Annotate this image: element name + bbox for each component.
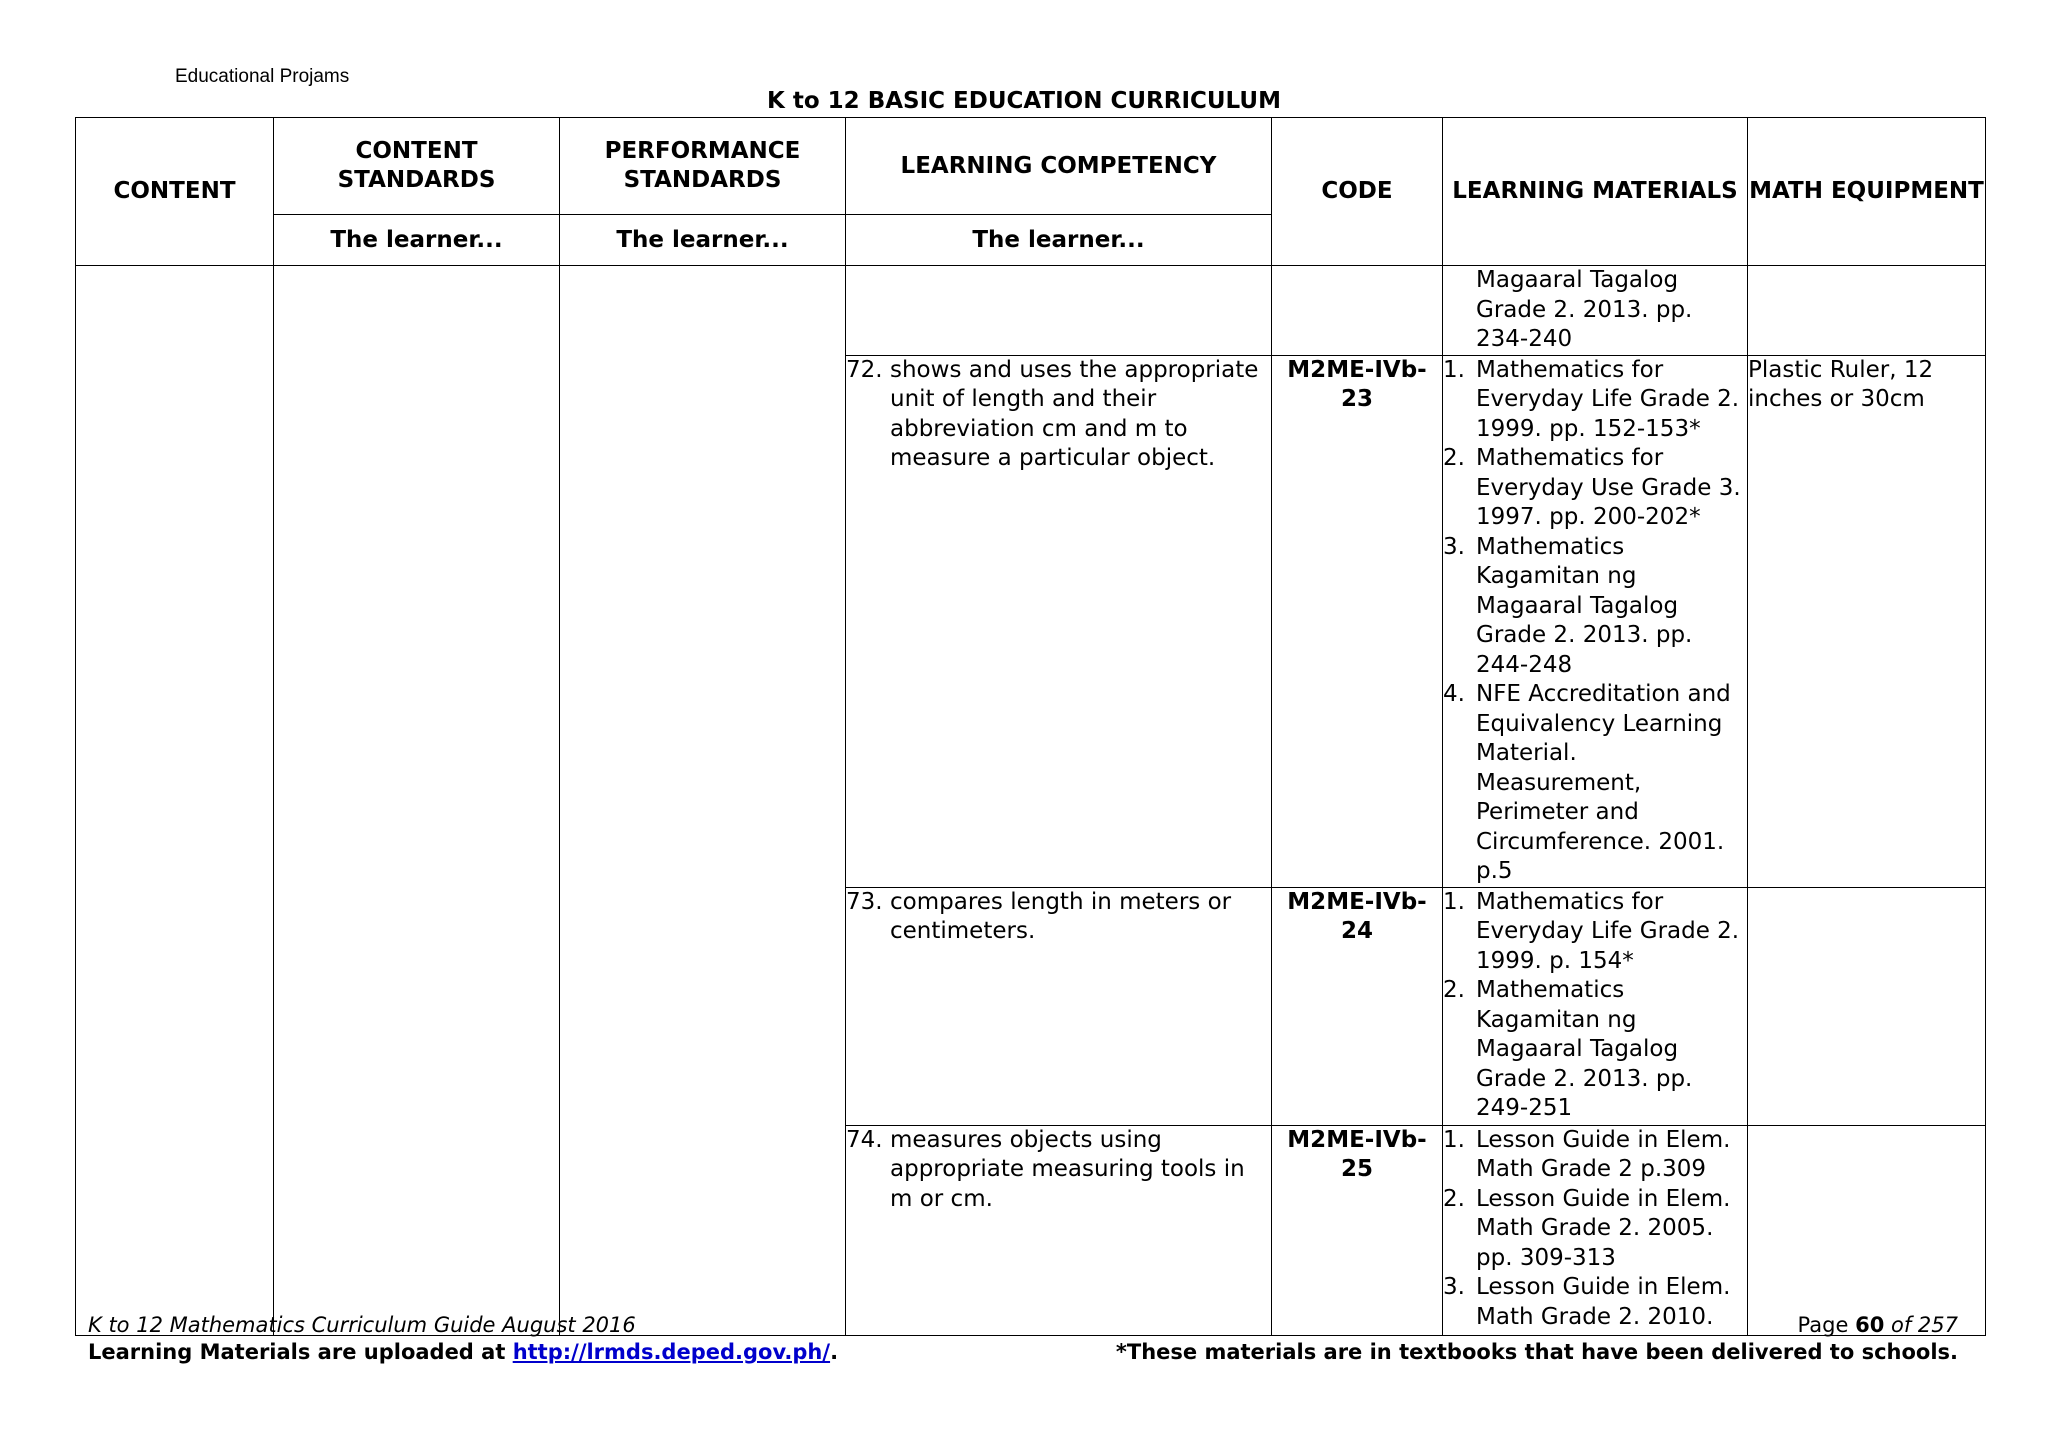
code-cell: M2ME-IVb-23 [1272, 355, 1443, 887]
materials-list [1443, 888, 1747, 1124]
watermark-text: Educational Projams [175, 66, 350, 87]
materials-item [1443, 533, 1747, 681]
materials-item-text: Lesson Guide in Elem. Math Grade 2. 2005. pp. 309-313 [1476, 1185, 1731, 1271]
materials-continuation-line: Magaaral Tagalog [1476, 267, 1679, 293]
page-total: of 257 [1891, 1313, 1958, 1337]
materials-item [1443, 356, 1747, 445]
materials-item [1443, 1185, 1747, 1274]
learner-label: The learner... [560, 215, 846, 266]
code-cell [1272, 266, 1443, 356]
materials-item-number: 1. [1443, 1126, 1465, 1153]
competency-cell [846, 266, 1272, 356]
header-content: CONTENT [76, 118, 274, 266]
materials-continuation-line: 234-240 [1476, 326, 1573, 352]
materials-item-text: Lesson Guide in Elem. Math Grade 2 p.309 [1476, 1126, 1731, 1182]
materials-item-number: 3. [1443, 1274, 1465, 1300]
footer-guide-title: K to 12 Mathematics Curriculum Guide August 2016 [88, 1313, 636, 1337]
competency-text: compares length in meters or centimeters. [890, 888, 1232, 944]
page-label: Page [1797, 1313, 1849, 1337]
competency-cell [846, 887, 1272, 1125]
materials-item [1443, 1126, 1747, 1185]
materials-item [1443, 444, 1747, 533]
competency-number: 73. [846, 888, 883, 915]
footer-line-1 [88, 1313, 1958, 1337]
lrmds-link[interactable]: http://lrmds.deped.gov.ph/ [512, 1340, 831, 1364]
competency-cell [846, 1125, 1272, 1335]
header-math-equipment: MATH EQUIPMENT [1748, 118, 1986, 266]
page-number: 60 [1855, 1313, 1885, 1337]
materials-cell [1443, 1125, 1748, 1335]
materials-item-text: Lesson Guide in Elem. Math Grade 2. 2010. [1476, 1274, 1731, 1330]
materials-list [1443, 356, 1747, 887]
code-cell: M2ME-IVb-24 [1272, 887, 1443, 1125]
materials-item [1443, 888, 1747, 977]
footer-line-2 [88, 1340, 1958, 1364]
equipment-cell [1748, 266, 1986, 356]
footer-textbook-note: *These materials are in textbooks that have been delivered to schools. [1115, 1340, 1958, 1364]
materials-item-text: Mathematics Kagamitan ng Magaaral Tagalog Grade 2. 2013. pp. 249-251 [1476, 977, 1693, 1121]
materials-item-number: 3. [1443, 533, 1465, 560]
materials-item [1443, 976, 1747, 1124]
header-performance-standards: PERFORMANCE STANDARDS [560, 118, 846, 215]
materials-item [1443, 680, 1747, 887]
materials-continuation-line: Grade 2. 2013. pp. [1476, 296, 1693, 323]
curriculum-table [75, 117, 1986, 1336]
materials-item-text: Mathematics for Everyday Life Grade 2. 1999. p. 154* [1476, 888, 1740, 974]
competency-number: 72. [846, 356, 883, 383]
competency-item [846, 356, 1271, 474]
materials-item-text: NFE Accreditation and Equivalency Learning Material. Measurement, Perimeter and Circumference. 2001. p.5 [1476, 681, 1731, 884]
competency-item [846, 888, 1271, 947]
code-cell: M2ME-IVb-25 [1272, 1125, 1443, 1335]
materials-item-number: 2. [1443, 977, 1465, 1003]
materials-item-text: Mathematics for Everyday Life Grade 2. 1999. pp. 152-153* [1476, 356, 1740, 442]
materials-item-text: Mathematics for Everyday Use Grade 3. 1997. pp. 200-202* [1476, 445, 1741, 530]
materials-item-number: 2. [1443, 1185, 1465, 1212]
performance-standards-cell [560, 266, 846, 1336]
competency-item [846, 1126, 1271, 1215]
competency-number: 74. [846, 1126, 883, 1153]
materials-cell [1443, 355, 1748, 887]
materials-item-number: 1. [1443, 888, 1465, 915]
header-learning-materials: LEARNING MATERIALS [1443, 118, 1748, 266]
competency-text: shows and uses the appropriate unit of length and their abbreviation cm and m to measure a particular object. [890, 356, 1259, 471]
footer-upload-note: Learning Materials are uploaded at [88, 1340, 506, 1364]
learner-label: The learner... [846, 215, 1272, 266]
equipment-cell [1748, 887, 1986, 1125]
materials-cell [1443, 266, 1748, 356]
content-cell [76, 266, 274, 1336]
page-indicator [1798, 1313, 1958, 1337]
document-title: K to 12 BASIC EDUCATION CURRICULUM [767, 88, 1281, 114]
equipment-cell: Plastic Ruler, 12 inches or 30cm [1748, 355, 1986, 887]
footer-period: . [830, 1340, 839, 1364]
competency-cell [846, 355, 1272, 887]
competency-text: measures objects using appropriate measuring tools in m or cm. [890, 1126, 1245, 1212]
equipment-cell [1748, 1125, 1986, 1335]
content-standards-cell [274, 266, 560, 1336]
materials-list [1443, 1126, 1747, 1333]
learner-label: The learner... [274, 215, 560, 266]
materials-item-text: Mathematics Kagamitan ng Magaaral Tagalog Grade 2. 2013. pp. 244-248 [1476, 533, 1693, 678]
header-content-standards: CONTENT STANDARDS [274, 118, 560, 215]
materials-item-number: 1. [1443, 356, 1465, 383]
materials-item-number: 2. [1443, 445, 1465, 471]
header-code: CODE [1272, 118, 1443, 266]
header-learning-competency: LEARNING COMPETENCY [846, 118, 1272, 215]
materials-cell [1443, 887, 1748, 1125]
materials-item-number: 4. [1443, 681, 1465, 707]
